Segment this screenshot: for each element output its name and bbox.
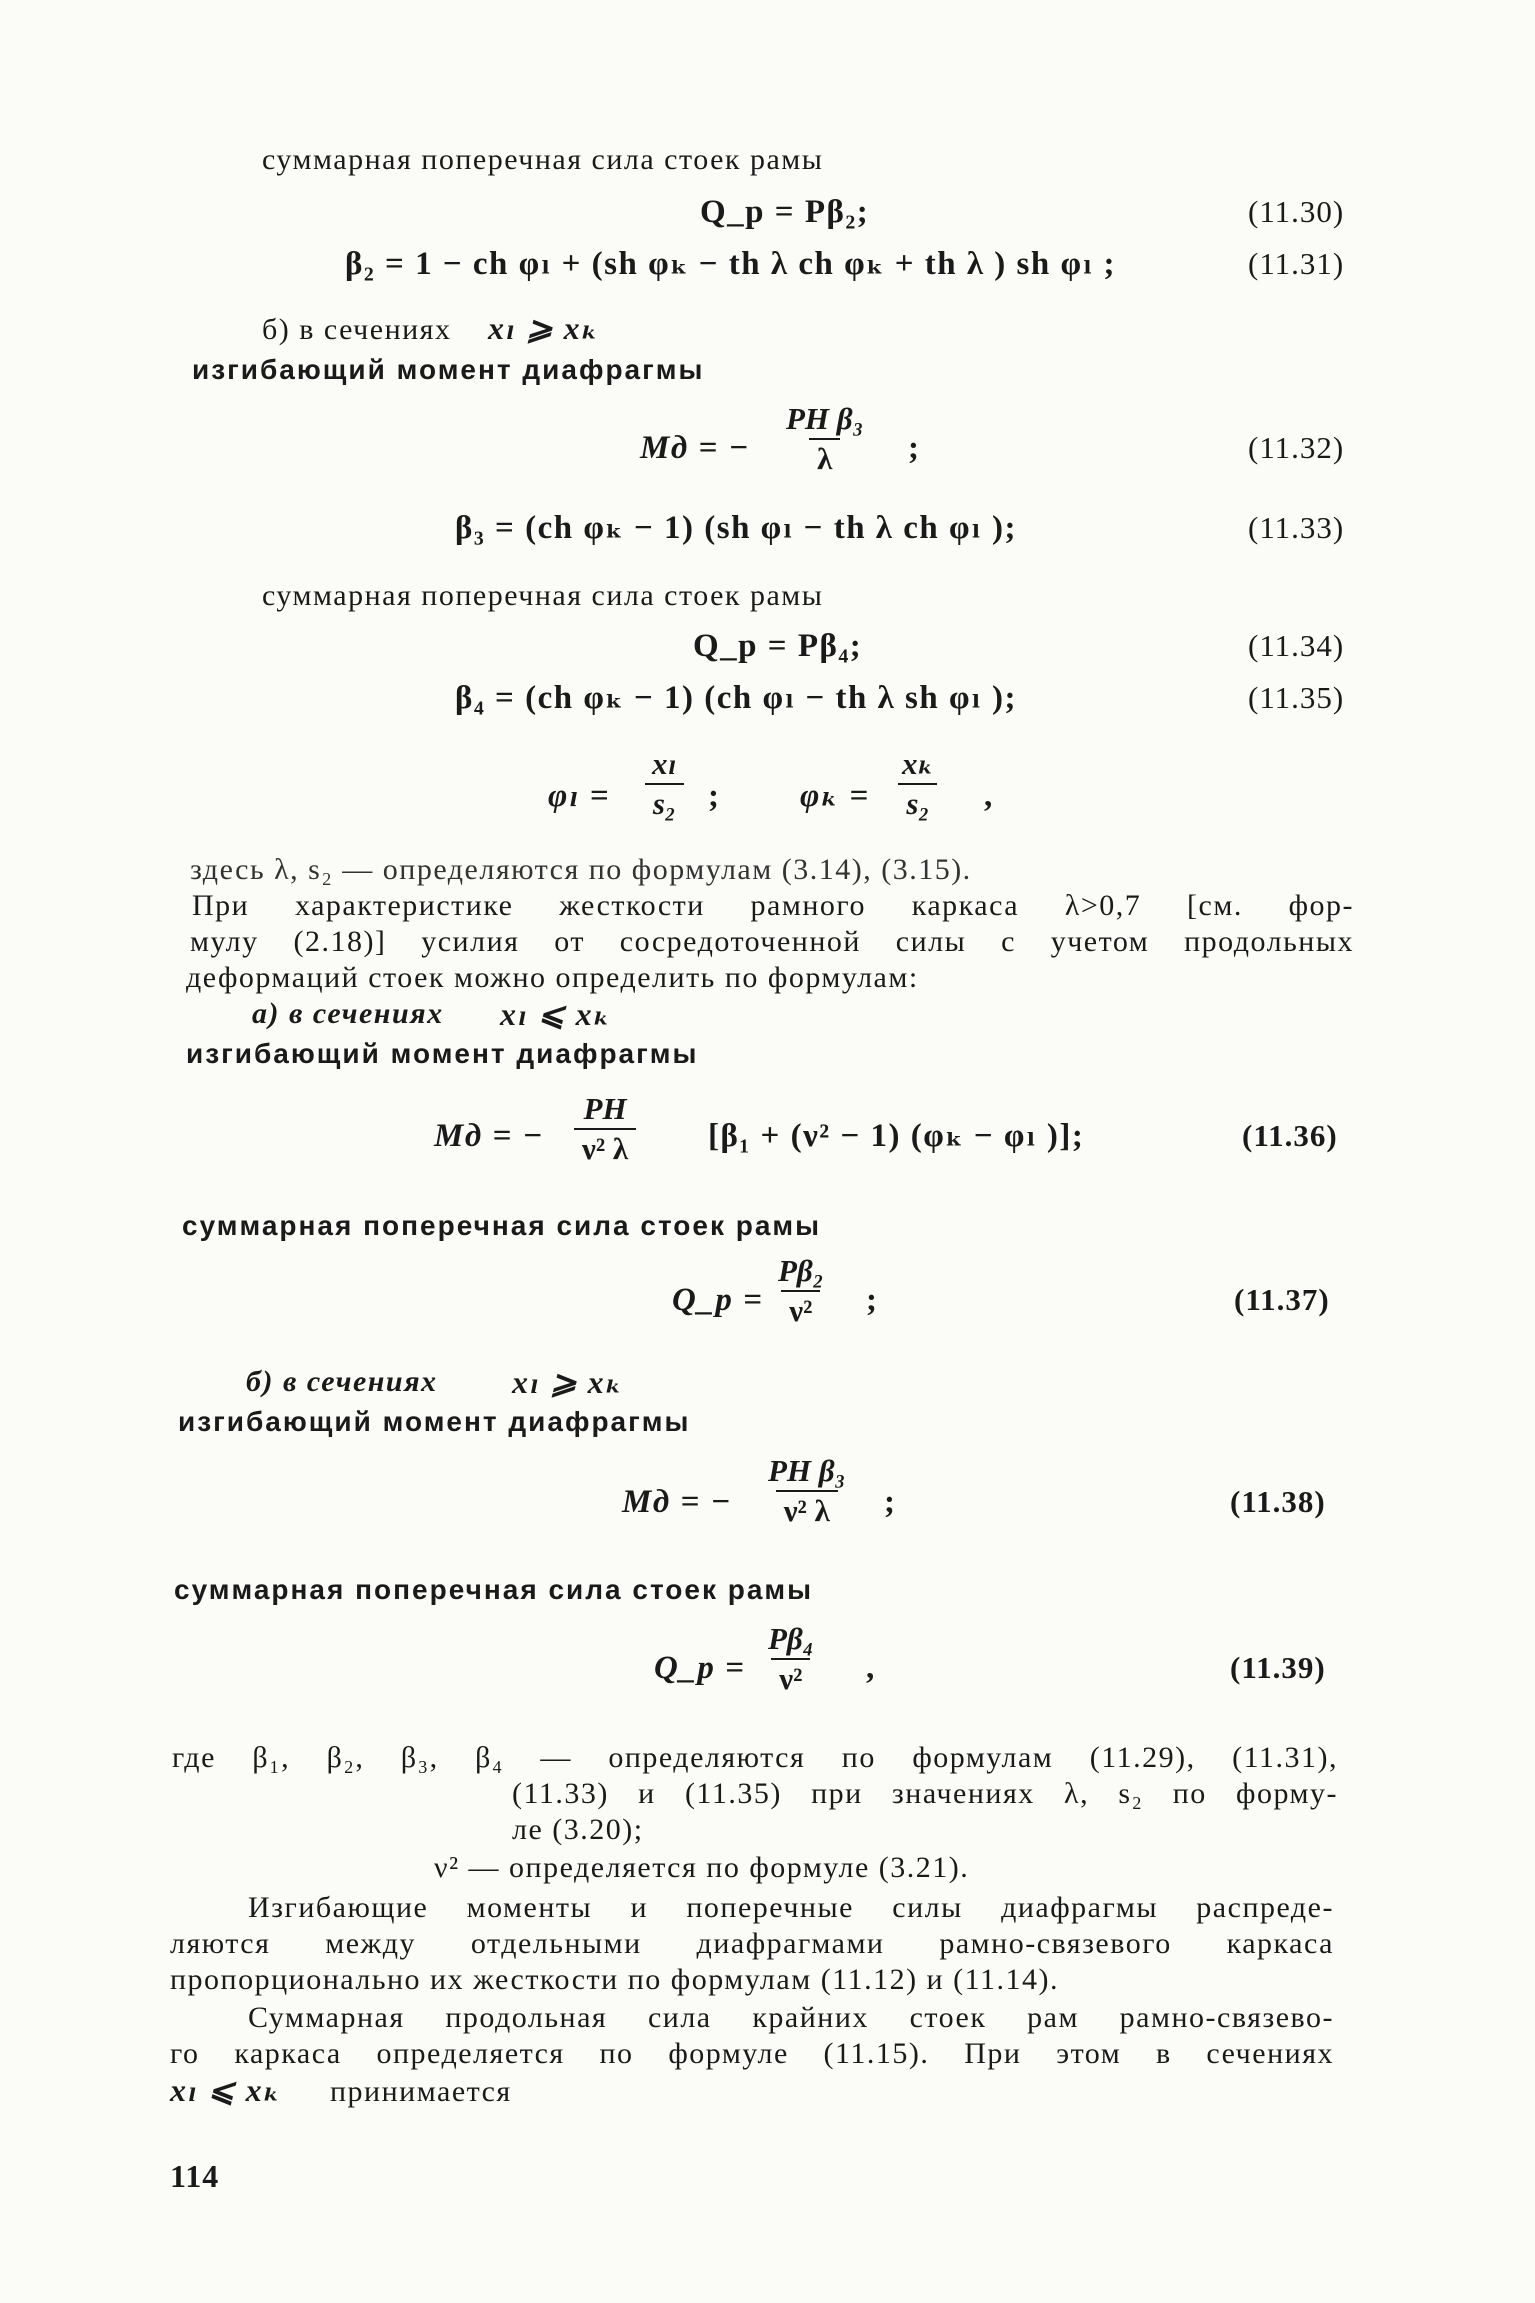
text-line: Изгибающие моменты и поперечные силы диафрагмы распреде- bbox=[248, 1891, 1334, 1924]
equation-number: (11.35) bbox=[1248, 680, 1345, 715]
text-line: изгибающий момент диафрагмы bbox=[178, 1406, 691, 1437]
text-line: суммарная поперечная сила стоек рамы bbox=[174, 1574, 814, 1605]
equation-punct: ; bbox=[708, 778, 721, 814]
denominator: ν² bbox=[781, 1290, 820, 1330]
equation-punct: ; bbox=[866, 1282, 879, 1318]
fraction bbox=[760, 1452, 854, 1530]
text-line: мулу (2.18)] усилия от сосредоточенной силы с учетом продольных bbox=[190, 925, 1354, 958]
text-line: При характеристике жесткости рамного каркаса λ>0,7 [см. фор- bbox=[192, 889, 1354, 922]
text-line: здесь λ, s₂ — определяются по формулам (3.14), (3.15). bbox=[190, 853, 972, 886]
numerator: Pβ₂ bbox=[778, 1253, 824, 1288]
equation-number: (11.37) bbox=[1234, 1282, 1330, 1317]
condition: xₗ ⩽ xₖ bbox=[170, 2072, 282, 2108]
text-line: б) в сечениях bbox=[262, 313, 452, 346]
equation-number: (11.32) bbox=[1248, 430, 1345, 465]
numerator: Pβ₄ bbox=[768, 1621, 814, 1656]
numerator: xₖ bbox=[902, 746, 934, 781]
equation-11-33: β₃ = (ch φₖ − 1) (sh φₗ − th λ ch φₗ ); bbox=[455, 510, 1017, 546]
page-number: 114 bbox=[170, 2158, 220, 2194]
fraction bbox=[894, 745, 942, 823]
equation-number: (11.34) bbox=[1248, 628, 1345, 663]
text-line: ν² — определяется по формуле (3.21). bbox=[434, 1851, 970, 1884]
equation-punct: , bbox=[866, 1650, 876, 1686]
equation-11-35: β₄ = (ch φₖ − 1) (ch φₗ − th λ sh φₗ ); bbox=[455, 680, 1017, 716]
equation-11-31: β₂ = 1 − ch φₗ + (sh φₖ − th λ ch φₖ + th λ ) sh φₗ ; bbox=[345, 246, 1116, 282]
equation-punct: , bbox=[984, 778, 994, 814]
denominator: λ bbox=[809, 438, 840, 478]
text-line: суммарная поперечная сила стоек рамы bbox=[262, 143, 824, 176]
text-line: деформаций стоек можно определить по формулам: bbox=[186, 961, 919, 994]
equation-lhs: Mд = − bbox=[640, 430, 751, 466]
denominator: s₂ bbox=[898, 783, 937, 823]
numerator: PH β₃ bbox=[786, 401, 864, 436]
text-line: изгибающий момент диафрагмы bbox=[186, 1038, 699, 1069]
equation-lhs: Mд = − bbox=[434, 1118, 545, 1154]
text-line: принимается bbox=[330, 2075, 512, 2108]
denominator: ν² λ bbox=[776, 1490, 838, 1530]
equation-number: (11.31) bbox=[1248, 246, 1345, 281]
text-line: го каркаса определяется по формуле (11.15). При этом в сечениях bbox=[170, 2037, 1334, 2070]
numerator: PH β₃ bbox=[768, 1453, 846, 1488]
fraction bbox=[770, 1252, 832, 1330]
text-line: где β₁, β₂, β₃, β₄ — определяются по формулам (11.29), (11.31), bbox=[172, 1741, 1338, 1774]
denominator: s₂ bbox=[645, 783, 684, 823]
fraction bbox=[644, 745, 685, 823]
equation-number: (11.36) bbox=[1242, 1118, 1338, 1153]
equation-number: (11.30) bbox=[1248, 194, 1345, 229]
equation-lhs: Q_р = bbox=[672, 1282, 764, 1318]
equation-number: (11.33) bbox=[1248, 510, 1345, 545]
fraction bbox=[760, 1620, 822, 1698]
text-line: пропорционально их жесткости по формулам (11.12) и (11.14). bbox=[170, 1963, 1059, 1996]
equation-punct: ; bbox=[908, 430, 921, 466]
fraction bbox=[574, 1090, 636, 1168]
text-line: суммарная поперечная сила стоек рамы bbox=[262, 579, 824, 612]
condition: xₗ ⩾ xₖ bbox=[488, 310, 600, 346]
text-line: ляются между отдельными диафрагмами рамно-связевого каркаса bbox=[170, 1927, 1334, 1960]
equation-number: (11.38) bbox=[1230, 1484, 1326, 1519]
condition: xₗ ⩾ xₖ bbox=[512, 1364, 624, 1400]
fraction bbox=[778, 400, 872, 478]
numerator: xₗ bbox=[652, 746, 677, 781]
equation-11-34: Q_р = Pβ₄; bbox=[693, 628, 863, 664]
equation-11-30: Q_р = Pβ₂; bbox=[700, 194, 870, 230]
text-line: а) в сечениях bbox=[252, 997, 444, 1030]
numerator: PH bbox=[583, 1091, 627, 1126]
text-line: (11.33) и (11.35) при значениях λ, s₂ по форму- bbox=[512, 1777, 1338, 1810]
equation-lhs: Q_р = bbox=[654, 1650, 746, 1686]
denominator: ν² bbox=[771, 1658, 810, 1698]
phi-l-lhs: φₗ = bbox=[548, 778, 610, 814]
denominator: ν² λ bbox=[574, 1128, 636, 1168]
text-line: изгибающий момент диафрагмы bbox=[192, 354, 705, 385]
text-line: Суммарная продольная сила крайних стоек рам рамно-связево- bbox=[248, 2001, 1334, 2034]
equation-number: (11.39) bbox=[1230, 1650, 1326, 1685]
equation-lhs: Mд = − bbox=[622, 1484, 733, 1520]
equation-punct: ; bbox=[884, 1484, 897, 1520]
text-line: суммарная поперечная сила стоек рамы bbox=[182, 1210, 822, 1241]
text-line: б) в сечениях bbox=[246, 1365, 438, 1398]
text-line: ле (3.20); bbox=[512, 1813, 644, 1846]
condition: xₗ ⩽ xₖ bbox=[500, 996, 612, 1032]
equation-rhs: [β₁ + (ν² − 1) (φₖ − φₗ )]; bbox=[708, 1118, 1085, 1154]
phi-k-lhs: φₖ = bbox=[800, 778, 870, 814]
